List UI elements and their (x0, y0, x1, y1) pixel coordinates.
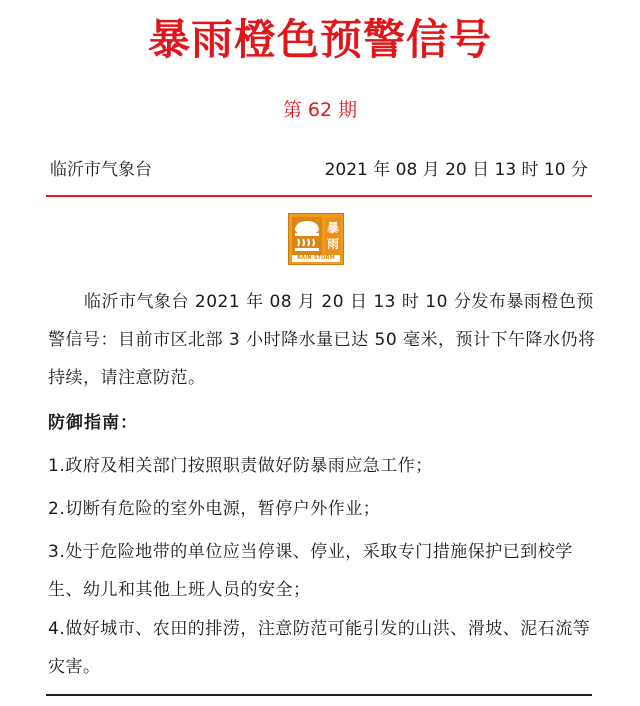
cloud-rain-icon-drawing (292, 217, 322, 255)
guide-item: 3.处于危险地带的单位应当停课、停业，采取专门措施保护已到校学生、幼儿和其他上班人员的安全； (48, 542, 573, 600)
issue-datetime: 2021 年 08 月 20 日 13 时 10 分 (324, 160, 588, 180)
issuer-header (50, 155, 588, 185)
issue-number: 第 62 期 (282, 99, 358, 121)
char-top: 暴 (326, 221, 339, 235)
guide-item: 4.做好城市、农田的排涝，注意防范可能引发的山洪、滑坡、泥石流等灾害。 (48, 619, 591, 677)
header-divider (46, 195, 592, 197)
footer-divider (46, 694, 592, 696)
rainstorm-orange-warning-icon (288, 213, 344, 265)
document-title: 暴雨橙色预警信号 (147, 15, 492, 64)
issuing-agency: 临沂市气象台 (50, 160, 152, 180)
guide-item: 2.切断有危险的室外电源，暂停户外作业； (48, 499, 381, 519)
guide-item: 1.政府及相关部门按照职责做好防暴雨应急工作； (48, 456, 433, 476)
char-bottom: 雨 (326, 237, 339, 251)
guide-heading: 防御指南： (48, 413, 138, 433)
warning-characters (325, 217, 341, 255)
announcement-paragraph: 临沂市气象台 2021 年 08 月 20 日 13 时 10 分发布暴雨橙色预警信号：目前市区北部 3 小时降水量已达 50 毫米，预计下午降水仍将持续，请注意防范。 (48, 292, 596, 388)
icon-caption: RAIN STORM (292, 255, 340, 262)
